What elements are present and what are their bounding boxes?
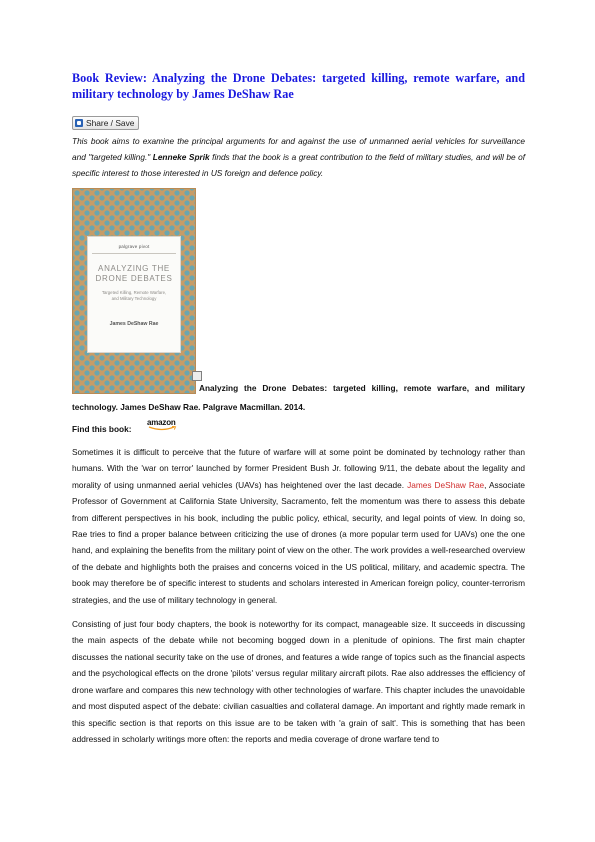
paragraph-text: , Associate Professor of Government at California State University, Sacramento, felt the momentum was there to assess this debate from different perspectives in his book, including the public policy, ethical, security, and legal points of view. In doing so, Rae tries to find a proper balance between criticizing the use of drones (a more popular term used for UAVs) one the one hand, and explaining the benefits from the military point of view on the other. The work provides a well-researched overview of the debate and highlights both the praises and concerns voiced in the US political, military, and academic spectra. The book may therefore be of specific interest to students and scholars interested in American foreign policy, counter-terrorism strategies, and the use of military technology in general. [72,479,525,605]
intro-text-end: finds that the book is a great contribution to the field of military studies, and will be of specific interest to those interested in US foreign and defence policy. [72,152,526,178]
find-label: Find this book: [72,424,132,434]
cover-author: James DeShaw Rae [109,321,159,327]
book-block [72,188,525,420]
amazon-logo-text: amazon [147,418,176,427]
bookmark-icon [75,119,83,127]
review-author: Lenneke Sprik [152,152,210,162]
cover-divider [92,253,176,254]
cover-panel [88,237,180,352]
cover-publisher: palgrave pivot [118,244,150,249]
intro-text-start: This book aims to examine the principal arguments for and against the use of unmanned aerial vehicles for surveillance and "targeted killing." [72,136,525,162]
paragraph-text: Sometimes it is difficult to perceive that the future of warfare will at some point be dominated by technology rather than humans. With the 'war on terror' launched by former President Bush Jr. following 9/11, the debate about the legality and morality of using unmanned aerial vehicles (UAVs) has heightened over the last decade. [72,447,525,490]
article-intro [72,133,525,181]
body-paragraph-2: Consisting of just four body chapters, the book is noteworthy for its compact, manageable size. It succeeds in discussing the main aspects of the debate while not becoming bogged down in a plenitude of opinions. The first main chapter discusses the national security take on the use of drones, and features a wide range of topics such as the financial aspects and the psychological effects on the drone 'pilots' versus regular military aircraft pilots. Rae also addresses the efficiency of drone warfare and compares this new technology with other technologies of warfare. This chapter includes the unavoidable and most disputed aspect of the debate: civilian casualties and collateral damage. An important and rightly made remark in this specific section is that reports on this issue are to be taken with 'a grain of salt'. This is something that has been addressed in scholarly writings more often: the reports and media coverage of drone warfare tend to [72,619,525,744]
amazon-link[interactable] [147,418,181,432]
author-link[interactable]: James DeShaw Rae [407,479,485,490]
book-cover-image[interactable] [72,188,196,394]
share-save-label: Share / Save [86,118,135,128]
body-paragraph-1 [72,444,525,608]
article [72,70,525,755]
cover-title: ANALYZING THE DRONE DEBATES [95,264,173,283]
share-save-button[interactable] [72,116,139,130]
amazon-smile-icon [148,426,178,431]
cover-subtitle: Targeted Killing, Remote Warfare, and Military Technology [101,290,167,301]
find-this-book [72,420,525,444]
article-title[interactable]: Book Review: Analyzing the Drone Debates: targeted killing, remote warfare, and military technology by James DeShaw Rae [72,71,525,101]
book-caption: Analyzing the Drone Debates: targeted killing, remote warfare, and military technology. James DeShaw Rae. Palgrave Macmillan. 2014. [72,383,525,412]
article-body [72,444,525,747]
